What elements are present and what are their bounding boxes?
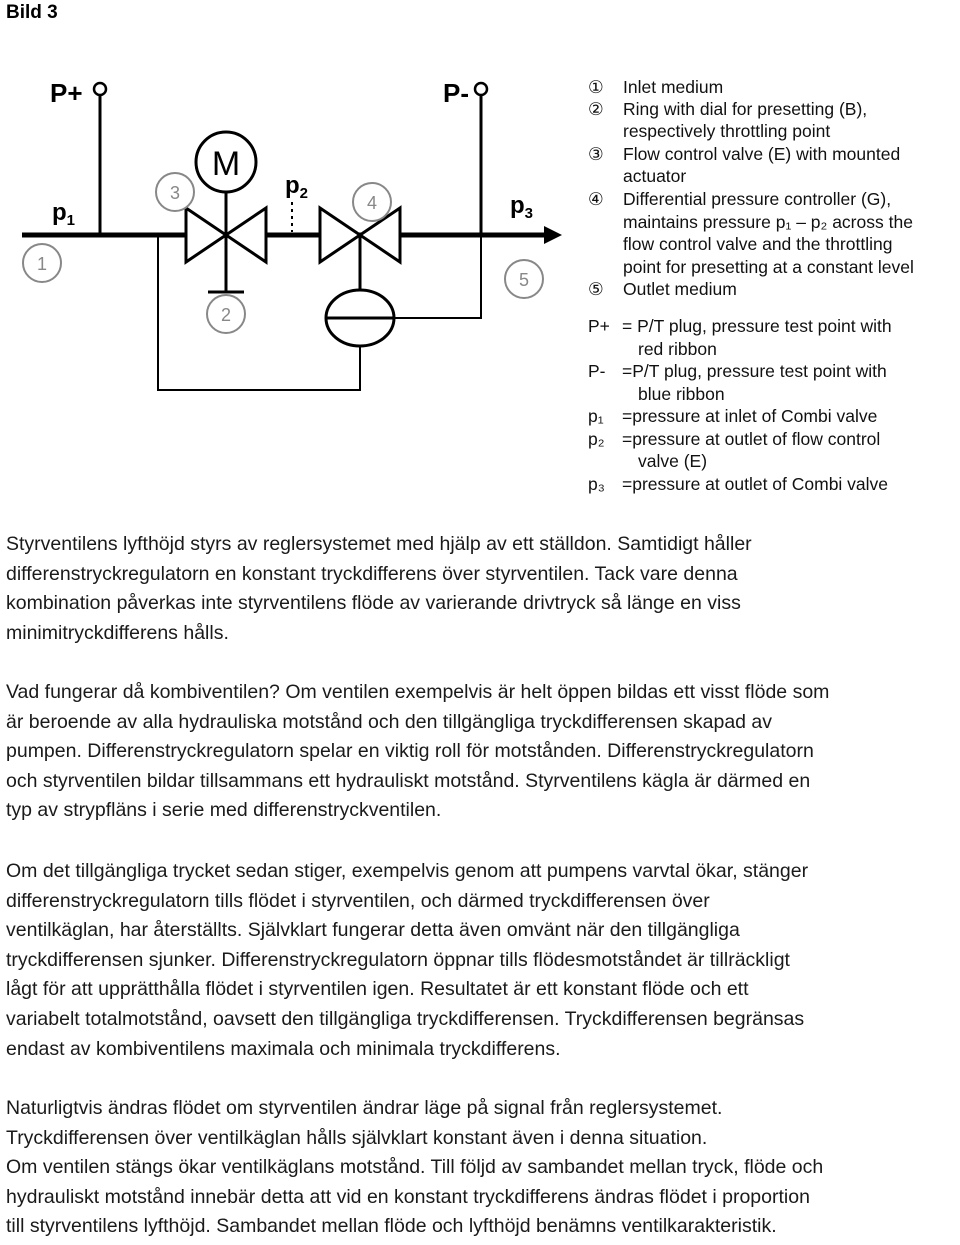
motor-label: M xyxy=(211,145,241,183)
marker-2 xyxy=(207,295,245,333)
diagram-text: actuator xyxy=(623,166,687,186)
diff-pressure-controller-icon xyxy=(320,208,360,262)
p2-label xyxy=(285,172,308,202)
text-line: tryckdifferensen sjunker. Differenstryckregulatorn öppnar tills flödesmotståndet är tillräckligt xyxy=(6,948,790,971)
diagram-text: P- xyxy=(588,361,606,381)
legend-num: ② xyxy=(588,99,604,119)
text-line: pumpen. Differenstryckregulatorn spelar en viktig roll för motstånden. Differenstryckregulatorn xyxy=(6,740,814,763)
diagram-text: valve (E) xyxy=(638,451,708,471)
diagram-text: 3 xyxy=(524,205,534,222)
marker-3 xyxy=(156,173,194,211)
legend-num: ⑤ xyxy=(588,279,604,299)
pminus-label: P- xyxy=(443,78,469,108)
text-line: Styrventilens lyfthöjd styrs av reglersystemet med hjälp av ett ställdon. Samtidigt håller xyxy=(6,533,752,555)
diagram-text: 1 xyxy=(36,254,48,274)
text-line: differenstryckregulatorn tills flödet i styrventilen, och därmed tryckdifferensen över xyxy=(6,889,710,912)
diagram-text: p₃ xyxy=(588,474,605,494)
diagram-text: Inlet medium xyxy=(623,77,724,97)
text-line: hydrauliskt motstånd innebär detta att vid en konstant tryckdifferens ändras flödet i proportion xyxy=(6,1185,810,1208)
diagram-text: 5 xyxy=(518,270,530,290)
text-line: variabelt totalmotstånd, oavsett den tillgängliga tryckdifferensen. Tryckdifferensen begränsas xyxy=(6,1007,805,1030)
figure-label: Bild 3 xyxy=(6,2,58,23)
text-line: och styrventilen bildar tillsammans ett hydrauliskt motstånd. Styrventilens kägla är därmed en xyxy=(6,769,811,792)
text-line: kombination påverkas inte styrventilens flöde av varierande drivtryck så länge en viss xyxy=(6,592,741,615)
diagram-text: p xyxy=(510,192,525,219)
paragraph-3 xyxy=(6,857,956,1064)
diagram-text: P+ xyxy=(588,316,610,336)
text-line: lågt för att upprätthålla flödet i styrventilen igen. Resultatet är ett konstant flöde och ett xyxy=(6,978,749,1001)
combi-valve-diagram xyxy=(0,60,960,510)
diagram-text: p xyxy=(285,172,300,199)
diagram-text: p₁ xyxy=(588,406,604,426)
paragraph-4 xyxy=(6,1094,956,1242)
flow-control-valve-icon xyxy=(186,208,226,262)
diagram-text: 2 xyxy=(220,305,232,325)
diagram-text: point for presetting at a constant level xyxy=(623,257,914,277)
text-line: är beroende av alla hydrauliska motstånd och den tillgängliga tryckdifferensen skapad av xyxy=(6,710,773,733)
flow-arrow-icon xyxy=(544,226,562,244)
diagram-text: red ribbon xyxy=(638,339,717,359)
diagram-text: maintains pressure p₁ – p₂ across the xyxy=(623,212,913,232)
text-line: typ av strypfläns i serie med differenstryckventilen. xyxy=(6,799,442,822)
pminus-plug-icon xyxy=(475,83,487,95)
text-line: Naturligtvis ändras flödet om styrventilen ändrar läge på signal från reglersystemet. xyxy=(6,1097,723,1119)
diagram-text: blue ribbon xyxy=(638,384,725,404)
legend xyxy=(588,77,914,494)
diagram-text: 1 xyxy=(66,212,76,229)
paragraph-2 xyxy=(6,678,956,826)
marker-1 xyxy=(23,244,61,282)
diagram-text: 2 xyxy=(299,185,309,202)
diagram-text: Ring with dial for presetting (B), xyxy=(623,99,868,119)
legend-num: ③ xyxy=(588,144,604,164)
diagram-text: Outlet medium xyxy=(623,279,737,299)
legend-num: ④ xyxy=(588,189,604,209)
diagram-text: =P/T plug, pressure test point with xyxy=(622,361,887,381)
diagram-text: flow control valve and the throttling xyxy=(623,234,893,254)
paragraph-1 xyxy=(6,530,956,648)
text-line: Tryckdifferensen över ventilkäglan hålls självklart konstant även i denna situation. xyxy=(6,1126,708,1149)
text-line: Vad fungerar då kombiventilen? Om ventilen exempelvis är helt öppen bildas ett visst flöde som xyxy=(6,681,830,703)
diagram-text: 3 xyxy=(169,183,181,203)
diagram-text: =pressure at outlet of flow control xyxy=(622,429,881,449)
diagram-text: Differential pressure controller (G), xyxy=(623,189,892,209)
marker-5 xyxy=(505,260,543,298)
diagram-text: =pressure at outlet of Combi valve xyxy=(622,474,889,494)
impulse-line xyxy=(394,235,481,318)
text-line: endast av kombiventilens maximala och minimala tryckdifferens. xyxy=(6,1037,561,1060)
diagram-text: Flow control valve (E) with mounted xyxy=(623,144,901,164)
diagram-text: 4 xyxy=(366,193,378,213)
legend-num: ① xyxy=(588,77,604,97)
text-line: Om det tillgängliga trycket sedan stiger, exempelvis genom att pumpens varvtal ökar, stänger xyxy=(6,860,809,882)
marker-4 xyxy=(353,183,391,221)
text-line: differenstryckregulatorn en konstant tryckdifferens över styrventilen. Tack vare denna xyxy=(6,562,738,585)
text-line: till styrventilens lyfthöjd. Sambandet mellan flöde och lyfthöjd benämns ventilkarakteristik. xyxy=(6,1215,777,1238)
diagram-text: = P/T plug, pressure test point with xyxy=(622,316,892,336)
text-line: Om ventilen stängs ökar ventilkäglans motstånd. Till följd av sambandet mellan tryck, flöde och xyxy=(6,1156,824,1179)
text-line: ventilkäglan, har återställts. Självklart fungerar detta även omvänt när den tillgängliga xyxy=(6,919,740,942)
p3-label xyxy=(510,192,533,222)
diagram-text: respectively throttling point xyxy=(623,121,831,141)
pplus-label: P+ xyxy=(50,78,83,108)
pplus-plug-icon xyxy=(94,83,106,95)
diagram-text: p xyxy=(52,199,67,226)
text-line: minimitryckdifferens hålls. xyxy=(6,621,229,644)
p1-label xyxy=(52,199,75,229)
diagram-text: =pressure at inlet of Combi valve xyxy=(622,406,878,426)
diagram-text: p₂ xyxy=(588,429,605,449)
